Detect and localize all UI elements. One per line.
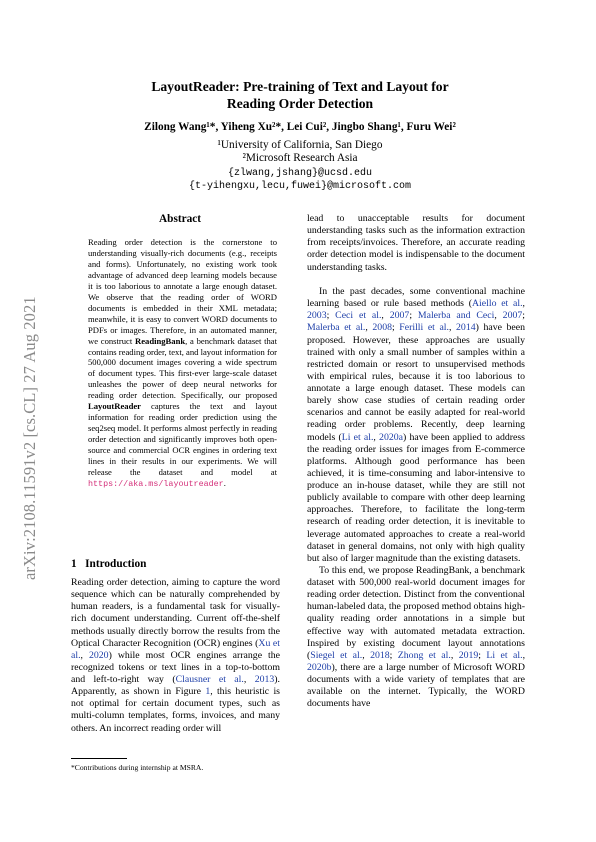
citation-siegel[interactable]: Siegel et al.	[310, 649, 363, 661]
right-column-body: In the past decades, some conventional machine learning based or rule based methods (Aiello et al., 2003; Ceci et al., 2007; Malerba and Ceci, 2007; Malerba et al., 2008; Ferilli et al., 2014) have been proposed. However, these approaches are usually trained with only a small number of samples within a restricted domain or resort to unsupervised methods with empirical rules, because it is too laborious to annotate a large enough dataset. These models can barely show case studies of certain reading order scenarios and cannot be easily adapted for real-world reading order problems. Recently, deep learning models (Li et al., 2020a) have been applied to address the reading order issues for images from E-commerce platforms. Although good performance has been achieved, it is time-consuming and labor-intensive to produce an in-house dataset, while they are still not publicly available to compare with other deep learning approaches. Therefore, to facilitate the long-term research of reading order detection, it is inevitable to leverage automated approaches to create a real-world dataset in general domains, not only with high quality but also of larger magnitude than the existing datasets. To this end, we propose ReadingBank, a benchmark dataset with 500,000 real-world document images for reading order detection. Distinct from the conventional human-labeled data, the proposed method obtains high-quality reading order annotations in a simple but effective way with automated metadata extraction. Inspired by existing document layout annotations (Siegel et al., 2018; Zhong et al., 2019; Li et al., 2020b), there are a large number of Microsoft WORD documents with a wide variety of templates that are available on the internet. Typically, the WORD documents have	[307, 286, 526, 710]
citation-ferilli[interactable]: Ferilli et al.	[399, 322, 449, 334]
author-list: Zilong Wang¹*, Yiheng Xu²*, Lei Cui², Jingbo Shang¹, Furu Wei²	[144, 121, 456, 133]
email-ucsd: {zlwang,jshang}@ucsd.edu	[227, 168, 373, 179]
citation-ceci[interactable]: Ceci et al.	[335, 310, 382, 322]
citation-aiello-year[interactable]: 2003	[307, 310, 327, 322]
citation-malerba-year[interactable]: 2008	[372, 322, 392, 334]
title-line-1: LayoutReader: Pre-training of Text and Layout for	[151, 79, 449, 94]
readingbank-term: ReadingBank	[135, 335, 186, 346]
citation-siegel-year[interactable]: 2018	[370, 649, 390, 661]
right-text-d: To this end, we propose ReadingBank, a benchmark dataset with 500,000 real-world document images for reading order detection. Distinct from the conventional human-labeled data, the proposed method obtains high-quality reading order annotations in a simple but effective way with automated metadata extraction. Inspired by existing document layout annotations (	[307, 564, 525, 661]
intro-text-b: ) while most OCR engines arrange the recognized tokens or text lines in a top-to-bottom and left-to-right way (	[71, 649, 281, 685]
intro-text-d: , this heuristic is not optimal for certain document types, such as multi-column templates, forms, invoices, and many others. An incorrect reading order will	[71, 686, 280, 734]
citation-li-b[interactable]: Li et al.	[486, 649, 523, 661]
footnote-divider	[71, 758, 127, 759]
email-microsoft: {t-yihengxu,lecu,fuwei}@microsoft.com	[188, 181, 412, 192]
abstract-text-3: captures the text and layout information for reading order prediction using the seq2seq model. It performs almost perfectly in reading order detection and significantly improves both open-source and commercial OCR engines in ordering text lines in their results in our experiments. We will release the dataset and model at	[88, 401, 277, 478]
affiliation-ucsd: ¹University of California, San Diego	[217, 139, 383, 151]
intro-paragraph-1: Reading order detection, aiming to capture the word sequence which can be naturally comprehended by human readers, is a fundamental task for visually-rich document understanding. Current off-the-shelf methods usually directly borrow the results from the Optical Character Recognition (OCR) engines (Xu et al., 2020) while most OCR engines arrange the recognized tokens or text lines in a top-to-bottom and left-to-right way (Clausner et al., 2013). Apparently, as shown in Figure 1, this heuristic is not optimal for certain document types, such as multi-column templates, forms, invoices, and many others. An incorrect reading order will	[71, 577, 281, 734]
abstract-heading: Abstract	[159, 213, 202, 225]
citation-zhong-year[interactable]: 2019	[458, 649, 479, 661]
right-text-a: In the past decades, some conventional machine learning based or rule based methods (	[307, 286, 525, 310]
citation-clausner[interactable]: Clausner et al.	[175, 674, 244, 685]
citation-xu[interactable]: Xu et al.	[71, 637, 280, 661]
citation-clausner-year[interactable]: 2013	[254, 674, 275, 685]
affiliation-msra: ²Microsoft Research Asia	[242, 152, 358, 164]
citation-malerba[interactable]: Malerba et al.	[307, 322, 366, 334]
title-line-2: Reading Order Detection	[226, 96, 374, 111]
citation-malerba-ceci[interactable]: Malerba and Ceci	[417, 310, 495, 322]
right-text-b: ) have been proposed. However, these approaches are usually trained with only a small number of samples within a restricted domain or resort to unsupervised methods with empirical rules, because it is too laborious to annotate a large enough dataset. These models can barely show case studies of certain reading order scenarios and cannot be easily adapted for real-world reading order problems. Recently, deep learning models (	[307, 322, 526, 443]
abstract-end: .	[223, 477, 226, 488]
intro-text-a: Reading order detection, aiming to capture the word sequence which can be naturally comprehended by human readers, is a fundamental task for visually-rich document understanding. Current off-the-shelf methods usually directly borrow the results from the Optical Character Recognition (OCR) engines (	[71, 577, 280, 649]
paper-title	[100, 78, 500, 112]
dataset-url-link[interactable]: https://aka.ms/layoutreader	[88, 478, 224, 489]
abstract-text-2: , a benchmark dataset that contains reading order, text, and layout information for 500,000 document images covering a wide spectrum of document types. This first-ever large-scale dataset unleashes the power of deep neural networks for reading order detection. Specifically, our proposed	[88, 335, 277, 401]
section-title: Introduction	[85, 558, 147, 570]
intro-text-c: ). Apparently, as shown in Figure	[71, 674, 280, 698]
footnote: *Contributions during internship at MSRA.	[71, 763, 204, 772]
figure-1-reference[interactable]: 1	[205, 686, 211, 698]
section-number: 1	[71, 558, 77, 570]
citation-ceci-year[interactable]: 2007	[389, 310, 410, 322]
abstract-body	[88, 237, 277, 490]
citation-li-year[interactable]: 2020a	[379, 431, 403, 443]
citation-li[interactable]: Li et al.	[341, 431, 374, 443]
layoutreader-term: LayoutReader	[88, 401, 141, 412]
introduction-heading	[71, 558, 146, 570]
right-text-c: ) have been applied to address the reading order issues for images from E-commerce platforms. Although good performance has been achieved, it is time-consuming and labor-intensive to produce an in-house dataset, while they are still not publicly available to compare with other deep learning approaches. Therefore, to facilitate the long-term research of reading order detection, it is inevitable to leverage automated approaches to create a real-world dataset in general domains, not only with high quality but also of larger magnitude than the existing datasets.	[307, 431, 525, 564]
citation-zhong[interactable]: Zhong et al.	[397, 649, 451, 661]
citation-aiello[interactable]: Aiello et al.	[471, 298, 523, 310]
citation-malerba-ceci-year[interactable]: 2007	[502, 310, 523, 322]
right-column-continuation: lead to unacceptable results for document understanding tasks such as the information extraction from receipts/invoices. Therefore, an accurate reading order detection model is indispensable to the document understanding tasks.	[307, 213, 525, 273]
citation-xu-year[interactable]: 2020	[88, 649, 109, 661]
abstract-text-1: Reading order detection is the cornerstone to understanding visually-rich documents (e.g., receipts and forms). Unfortunately, no existing work took advantage of advanced deep learning models because it is too laborious to annotate a large enough dataset. We observe that the reading order of WORD documents is embedded in their XML metadata; meanwhile, it is easy to convert WORD documents to PDFs or images. Therefore, in an automated manner, we construct	[88, 237, 277, 346]
citation-ferilli-year[interactable]: 2014	[456, 322, 476, 334]
citation-li-b-year[interactable]: 2020b	[307, 661, 332, 673]
right-text-e: ), there are a large number of Microsoft WORD documents with a wide variety of templates that are available on the internet. Typically, the WORD documents have	[307, 661, 525, 710]
arxiv-identifier: arXiv:2108.11591v2 [cs.CL] 27 Aug 2021	[20, 296, 39, 580]
